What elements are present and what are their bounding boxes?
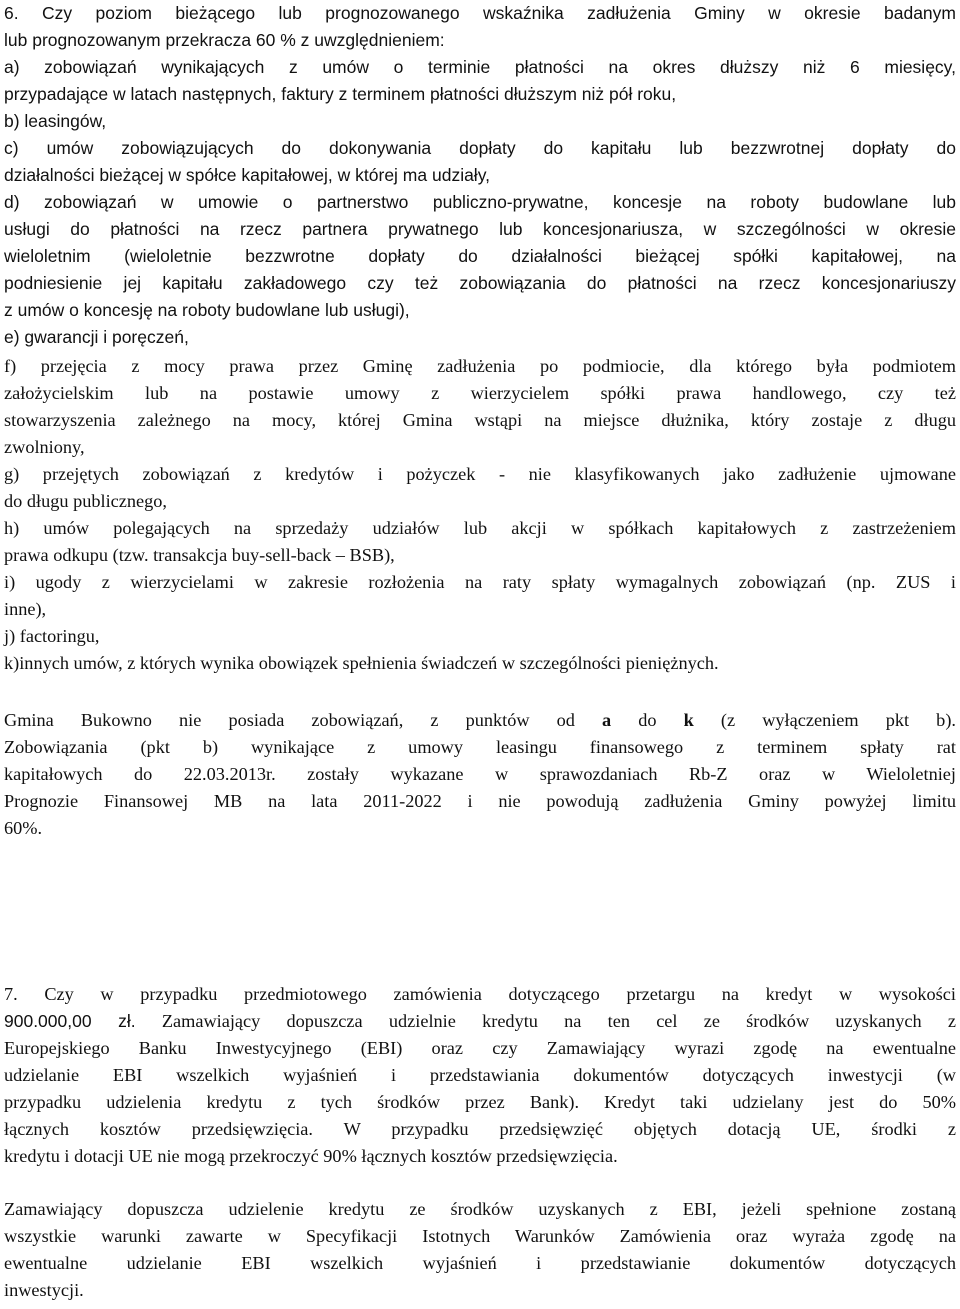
q6-line: 6. Czy poziom bieżącego lub prognozowanego wskaźnika zadłużenia Gminy w okresie badanym (4, 3, 956, 23)
question-6 (4, 0, 956, 351)
q6-item-h: h) umów polegających na sprzedaży udziałów lub akcji w spółkach kapitałowych z zastrzeżeniem (4, 518, 956, 538)
answer-6-text: do (638, 710, 657, 730)
q7-line: przypadku udzielenia kredytu z tych środków przez Bank). Kredyt taki udzielany jest do 50% (4, 1092, 956, 1112)
q6-item-a: a) zobowiązań wynikających z umów o terminie płatności na okres dłuższy niż 6 miesięcy, (4, 57, 956, 77)
q6-line: prawa odkupu (tzw. transakcja buy-sell-back – BSB), (4, 545, 395, 565)
answer-7-line: Zamawiający dopuszcza udzielenie kredytu ze środków uzyskanych z EBI, jeżeli spełnione zostaną (4, 1199, 956, 1219)
answer-7-line: ewentualne udzielanie EBI wszelkich wyjaśnień i przedstawianie dokumentów dotyczących (4, 1253, 956, 1273)
q7-text: Zamawiający dopuszcza udzielnie kredytu na ten cel ze środków uzyskanych z (135, 1011, 956, 1031)
q6-line: działalności bieżącej w spółce kapitałowej, w której ma udziały, (4, 165, 491, 185)
q6-line: zwolniony, (4, 437, 85, 457)
answer-6-bold-k: k (683, 710, 694, 730)
q6-item-c: c) umów zobowiązujących do dokonywania dopłaty do kapitału lub bezzwrotnej dopłaty do (4, 138, 956, 158)
q6-line: lub prognozowanym przekracza 60 % z uwzględnieniem: (4, 30, 445, 50)
q6-line: wieloletnim (wieloletnie bezzwrotne dopłaty do działalności bieżącej spółki kapitałowej, na (4, 246, 956, 266)
q7-amount: 900.000,00 zł. (4, 1011, 136, 1031)
q6-item-f: f) przejęcia z mocy prawa przez Gminę zadłużenia po podmiocie, dla którego była podmiotem (4, 356, 956, 376)
q6-line: z umów o koncesję na roboty budowlane lub usługi), (4, 300, 410, 320)
answer-6-line: 60%. (4, 818, 43, 838)
q6-line: usługi do płatności na rzecz partnera prywatnego lub koncesjonariusza, w szczególności w okresie (4, 219, 956, 239)
answer-6-text: Gmina Bukowno nie posiada zobowiązań, z punktów od (4, 710, 575, 730)
q6-item-b: b) leasingów, (4, 111, 107, 131)
q7-line (4, 1008, 956, 1035)
q6-line: inne), (4, 599, 47, 619)
answer-6 (4, 707, 956, 842)
q7-line: 7. Czy w przypadku przedmiotowego zamówienia dotyczącego przetargu na kredyt w wysokości (4, 984, 956, 1004)
answer-6-bold-a: a (602, 710, 612, 730)
answer-6-text: (z wyłączeniem pkt b). (720, 710, 956, 730)
q6-item-k: k)innych umów, z których wynika obowiązek spełnienia świadczeń w szczególności pieniężnych. (4, 653, 719, 673)
q6-line: założycielskim lub na postawie umowy z wierzycielem spółki prawa handlowego, czy też (4, 383, 956, 403)
q7-line: kredytu i dotacji UE nie mogą przekroczyć 90% łącznych kosztów przedsięwzięcia. (4, 1146, 618, 1166)
question-7 (4, 981, 956, 1170)
q6-line: podniesienie jej kapitału zakładowego czy też zobowiązania do płatności na rzecz koncesjonariuszy (4, 273, 956, 293)
answer-6-line: kapitałowych do 22.03.2013r. zostały wykazane w sprawozdaniach Rb-Z oraz w Wieloletniej (4, 764, 956, 784)
q6-item-g: g) przejętych zobowiązań z kredytów i pożyczek - nie klasyfikowanych jako zadłużenie ujmowane (4, 464, 956, 484)
q6-item-j: j) factoringu, (4, 626, 100, 646)
answer-7-line: inwestycji. (4, 1280, 84, 1300)
answer-6-line: Zobowiązania (pkt b) wynikające z umowy leasingu finansowego z terminem spłaty rat (4, 737, 956, 757)
q7-line: Europejskiego Banku Inwestycyjnego (EBI) oraz czy Zamawiający wyrazi zgodę na ewentualne (4, 1038, 956, 1058)
q6-line: przypadające w latach następnych, faktury z terminem płatności dłuższym niż pół roku, (4, 84, 677, 104)
q6-line: do długu publicznego, (4, 491, 167, 511)
q7-line: łącznych kosztów przedsięwzięcia. W przypadku przedsięwzięć objętych dotacją UE, środki z (4, 1119, 956, 1139)
q7-line: udzielanie EBI wszelkich wyjaśnień i przedstawiania dokumentów dotyczących inwestycji (w (4, 1065, 956, 1085)
q6-line: stowarzyszenia zależnego na mocy, której Gmina wstąpi na miejsce dłużnika, który zostaje z długu (4, 410, 956, 430)
q6-item-i: i) ugody z wierzycielami w zakresie rozłożenia na raty spłaty wymagalnych zobowiązań (np. ZUS i (4, 572, 956, 592)
answer-7-line: wszystkie warunki zawarte w Specyfikacji Istotnych Warunków Zamówienia oraz wyraża zgodę na (4, 1226, 956, 1246)
question-6-items (4, 353, 956, 677)
answer-6-line (4, 707, 956, 734)
answer-7 (4, 1196, 956, 1304)
q6-item-e: e) gwarancji i poręczeń, (4, 327, 189, 347)
q6-item-d: d) zobowiązań w umowie o partnerstwo publiczno-prywatne, koncesje na roboty budowlane lub (4, 192, 956, 212)
answer-6-line: Prognozie Finansowej MB na lata 2011-2022 i nie powodują zadłużenia Gminy powyżej limitu (4, 791, 956, 811)
